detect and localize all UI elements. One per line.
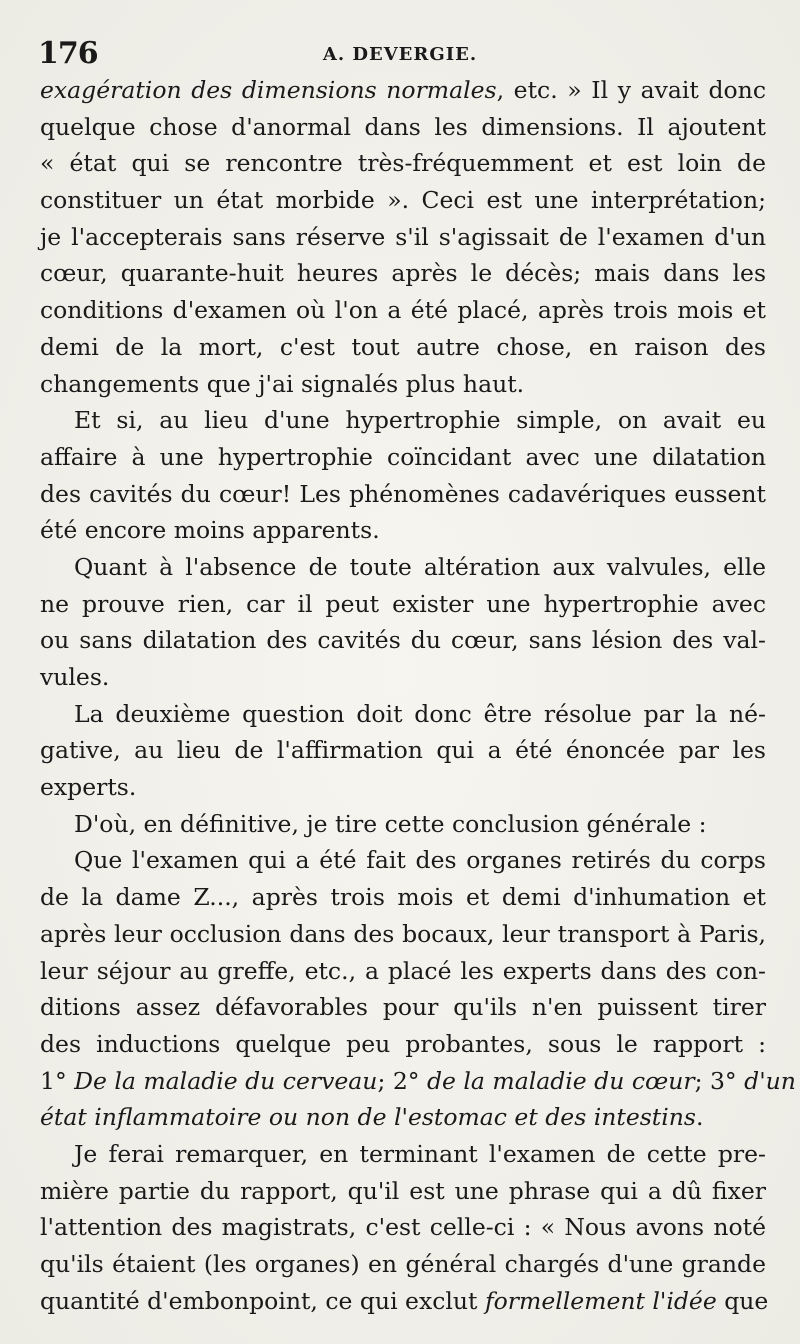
text-segment: des cavités du cœur! Les phénomènes cadavériques eussent [40, 479, 766, 508]
text-segment: ; 2° [377, 1066, 427, 1095]
page-number: 176 [38, 36, 98, 71]
text-line [40, 366, 766, 403]
text-segment: constituer un état morbide ». Ceci est une interprétation; [40, 186, 766, 215]
text-segment: ditions assez défavorables pour qu'ils n'en puissent tirer [40, 993, 766, 1022]
text-line [40, 255, 766, 292]
body-text [40, 72, 796, 1319]
text-segment: que [716, 1286, 769, 1315]
text-line [40, 953, 766, 990]
text-line [40, 512, 766, 549]
text-line [40, 329, 766, 366]
text-line [40, 1209, 766, 1246]
text-line [40, 879, 766, 916]
italic-text: d'un [744, 1066, 796, 1095]
text-line [40, 549, 766, 586]
text-segment: affaire à une hypertrophie coïncidant avec une dilatation [40, 442, 766, 471]
text-line [40, 622, 766, 659]
text-segment: D'où, en définitive, je tire cette conclusion générale : [74, 809, 707, 838]
text-segment: après leur occlusion dans des bocaux, leur transport à Paris, [40, 919, 766, 948]
text-segment: Quant à l'absence de toute altération aux valvules, elle [74, 552, 766, 581]
text-segment: Je ferai remarquer, en terminant l'examen de cette pre- [74, 1139, 766, 1168]
text-segment: été encore moins apparents. [40, 516, 380, 545]
text-line [40, 182, 766, 219]
text-line [40, 439, 766, 476]
running-head: A. DEVERGIE. [322, 44, 478, 65]
text-segment: ne prouve rien, car il peut exister une hypertrophie avec [40, 589, 766, 618]
text-line [40, 476, 766, 513]
text-line [40, 219, 766, 256]
text-segment: « état qui se rencontre très-fréquemment et est loin de [40, 149, 766, 178]
text-segment: quelque chose d'anormal dans les dimensions. Il ajoutent [40, 112, 766, 141]
text-line [40, 402, 766, 439]
text-line [40, 586, 766, 623]
text-segment: conditions d'examen où l'on a été placé, après trois mois et [40, 296, 766, 325]
text-line [40, 769, 766, 806]
text-segment: gative, au lieu de l'affirmation qui a été énoncée par les [40, 736, 766, 765]
text-line [40, 1026, 766, 1063]
text-segment: changements que j'ai signalés plus haut. [40, 369, 525, 398]
text-line [40, 1099, 766, 1136]
italic-text: De la maladie du cerveau [74, 1066, 378, 1095]
text-line [40, 1136, 766, 1173]
text-line [40, 659, 766, 696]
text-segment: Que l'examen qui a été fait des organes retirés du corps [74, 846, 766, 875]
text-segment: ou sans dilatation des cavités du cœur, sans lésion des val- [40, 626, 766, 655]
text-line [40, 1246, 766, 1283]
text-line [40, 696, 766, 733]
text-line [40, 109, 766, 146]
text-segment: vules. [40, 663, 110, 691]
text-line [40, 1283, 769, 1320]
italic-text: exagération des dimensions normales [40, 76, 497, 104]
text-line [40, 732, 766, 769]
italic-text: formellement l'idée [484, 1286, 717, 1315]
text-segment: l'attention des magistrats, c'est celle-ci : « Nous avons noté [40, 1213, 766, 1242]
text-line [40, 292, 766, 329]
text-line [40, 1063, 796, 1100]
text-segment: demi de la mort, c'est tout autre chose, en raison des [40, 332, 766, 361]
text-line [40, 1173, 766, 1210]
text-line [40, 72, 766, 109]
text-segment: Et si, au lieu d'une hypertrophie simple, on avait eu [74, 406, 766, 435]
italic-text: état inflammatoire ou non de l'estomac et des intestins [40, 1103, 696, 1132]
text-segment: qu'ils étaient (les organes) en général chargés d'une grande [40, 1250, 766, 1278]
text-segment: quantité d'embonpoint, ce qui exclut [40, 1286, 485, 1315]
text-segment: ; 3° [694, 1066, 745, 1095]
text-line [40, 916, 766, 953]
text-segment: experts. [40, 773, 137, 802]
text-segment: cœur, quarante-huit heures après le décès; mais dans les [40, 259, 766, 288]
text-segment: des inductions quelque peu probantes, sous le rapport : [40, 1029, 766, 1058]
text-segment: mière partie du rapport, qu'il est une phrase qui a dû fixer [40, 1176, 766, 1205]
text-segment: je l'accepterais sans réserve s'il s'agissait de l'examen d'un [40, 222, 766, 251]
text-segment: La deuxième question doit donc être résolue par la né- [74, 699, 766, 728]
text-segment: , etc. » Il y avait donc [496, 76, 766, 104]
text-segment: leur séjour au greffe, etc., a placé les experts dans des con- [40, 956, 766, 985]
text-segment: de la dame Z..., après trois mois et demi d'inhumation et [40, 883, 766, 912]
text-line [40, 145, 766, 182]
text-segment: 1° [40, 1066, 75, 1095]
text-line [40, 842, 766, 879]
text-line [40, 989, 766, 1026]
page-header [38, 36, 762, 76]
text-segment: . [695, 1103, 704, 1132]
text-line [40, 806, 766, 843]
italic-text: de la maladie du cœur [427, 1066, 695, 1095]
